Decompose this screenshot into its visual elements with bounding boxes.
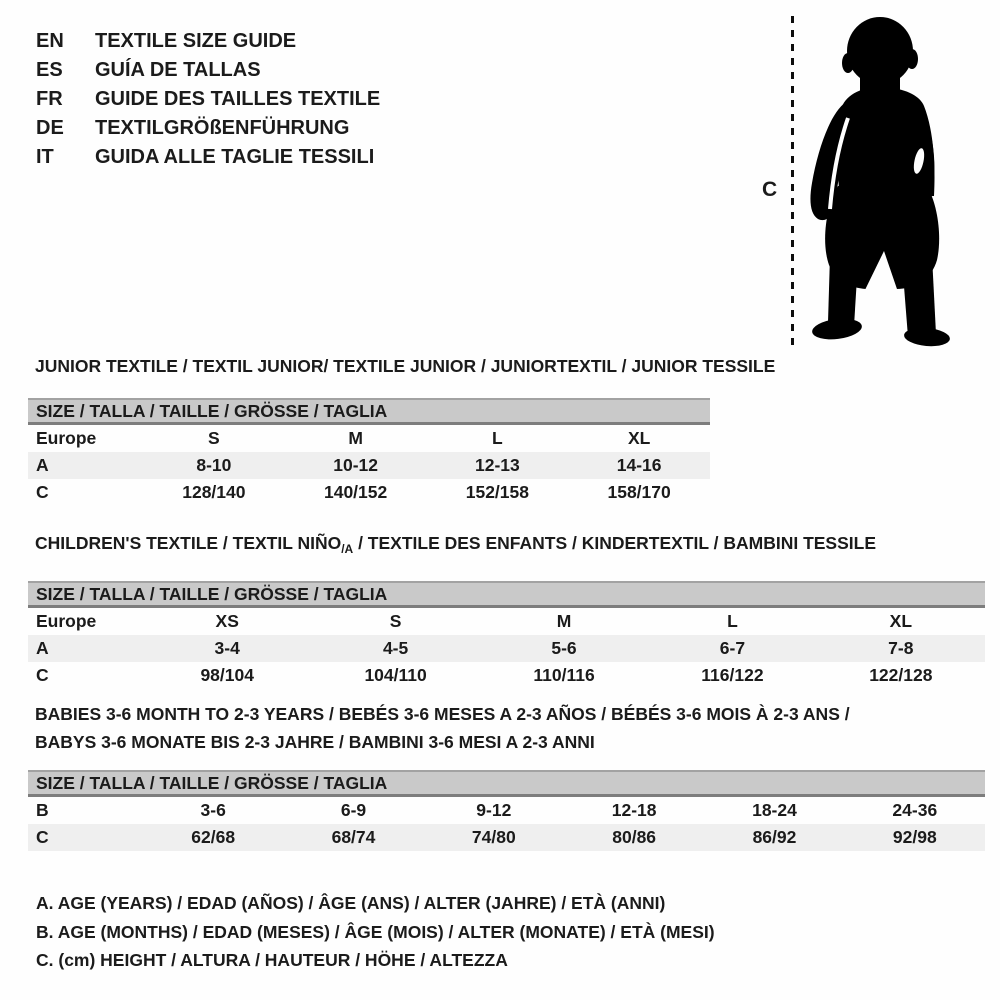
height-measure-label: C: [762, 178, 778, 201]
cell-value: 24-36: [892, 800, 938, 820]
height-dotted-line: [791, 16, 794, 346]
language-code: EN: [36, 30, 64, 52]
row-label: C: [36, 482, 49, 502]
section-title-line1: BABIES 3-6 MONTH TO 2-3 YEARS / BEBÉS 3-6 MESES A 2-3 AÑOS / BÉBÉS 3-6 MOIS À 2-3 ANS /: [35, 704, 850, 724]
legend: [36, 889, 715, 975]
row-label: Europe: [36, 611, 97, 631]
language-title: GUÍA DE TALLAS: [95, 59, 261, 81]
language-row-en: [36, 27, 380, 56]
size-header-bar: SIZE / TALLA / TAILLE / GRÖSSE / TAGLIA: [28, 770, 985, 797]
language-list: [36, 27, 380, 172]
cell-value: XS: [215, 611, 239, 631]
cell-value: 4-5: [382, 638, 409, 658]
cell-value: S: [389, 611, 402, 631]
section-title-line2: BABYS 3-6 MONATE BIS 2-3 JAHRE / BAMBINI 3-6 MESI A 2-3 ANNI: [35, 732, 595, 752]
cell-value: 7-8: [888, 638, 914, 658]
table-row: [28, 479, 710, 506]
language-title: GUIDE DES TAILLES TEXTILE: [95, 88, 381, 110]
table-row: [28, 662, 985, 689]
cell-value: 12-13: [474, 455, 520, 475]
cell-value: 152/158: [465, 482, 529, 502]
size-header-bar: SIZE / TALLA / TAILLE / GRÖSSE / TAGLIA: [28, 581, 985, 608]
cell-value: 110/116: [533, 665, 595, 685]
language-title: TEXTILGRÖßENFÜHRUNG: [95, 117, 350, 139]
row-label: Europe: [36, 428, 97, 448]
table-row: [28, 608, 985, 635]
cell-value: 98/104: [200, 665, 254, 685]
title-text: CHILDREN'S TEXTILE / TEXTIL NIÑO: [35, 533, 342, 553]
cell-value: 80/86: [612, 827, 657, 847]
table-row: [28, 452, 710, 479]
section-title: [28, 533, 985, 559]
cell-value: 104/110: [364, 665, 427, 685]
cell-value: S: [208, 428, 220, 448]
cell-value: XL: [627, 428, 651, 448]
row-label: A: [36, 638, 49, 658]
language-row-it: [36, 143, 380, 172]
legend-line-b: B. AGE (MONTHS) / EDAD (MESES) / ÂGE (MOIS) / ALTER (MONATE) / ETÀ (MESI): [36, 921, 715, 942]
language-code: DE: [36, 117, 64, 139]
legend-line-c: C. (cm) HEIGHT / ALTURA / HAUTEUR / HÖHE / ALTEZZA: [36, 950, 508, 970]
cell-value: 8-10: [196, 455, 232, 475]
children-textile-section: [28, 533, 985, 689]
cell-value: 3-6: [200, 800, 226, 820]
legend-line-a: A. AGE (YEARS) / EDAD (AÑOS) / ÂGE (ANS) / ALTER (JAHRE) / ETÀ (ANNI): [36, 893, 666, 913]
language-title: GUIDA ALLE TAGLIE TESSILI: [95, 146, 375, 168]
table-row: [28, 425, 710, 452]
cell-value: 3-4: [214, 638, 240, 658]
babies-textile-section: [28, 700, 985, 851]
junior-textile-section: [28, 356, 776, 506]
cell-value: 140/152: [323, 482, 388, 502]
cell-value: 18-24: [752, 800, 797, 820]
row-label: C: [36, 827, 49, 847]
row-label: A: [36, 455, 49, 475]
language-code: ES: [36, 59, 63, 81]
cell-value: 86/92: [752, 827, 797, 847]
language-code: FR: [36, 88, 63, 110]
cell-value: 68/74: [331, 827, 376, 847]
table-row: [28, 824, 985, 851]
language-row-es: [36, 56, 380, 85]
language-row-de: [36, 114, 380, 143]
cell-value: 12-18: [611, 800, 657, 820]
toddler-silhouette-icon: [800, 8, 960, 348]
cell-value: 122/128: [869, 665, 933, 685]
cell-value: 6-9: [340, 800, 367, 820]
table-rows: [28, 425, 710, 506]
cell-value: 128/140: [182, 482, 246, 502]
cell-value: L: [492, 428, 503, 448]
language-code: IT: [36, 146, 54, 168]
cell-value: 6-7: [719, 638, 746, 658]
language-row-fr: [36, 85, 380, 114]
size-header-bar: SIZE / TALLA / TAILLE / GRÖSSE / TAGLIA: [28, 398, 710, 425]
cell-value: L: [727, 611, 738, 631]
cell-value: 158/170: [607, 482, 671, 502]
row-label: B: [36, 800, 49, 820]
section-title: JUNIOR TEXTILE / TEXTIL JUNIOR/ TEXTILE JUNIOR / JUNIORTEXTIL / JUNIOR TESSILE: [35, 356, 776, 376]
cell-value: 62/68: [191, 827, 236, 847]
cell-value: 116/122: [701, 665, 764, 685]
table-rows: [28, 797, 985, 851]
table-rows: [28, 608, 985, 689]
cell-value: M: [348, 428, 363, 448]
cell-value: 74/80: [471, 827, 516, 847]
cell-value: 9-12: [476, 800, 512, 820]
cell-value: 92/98: [892, 827, 937, 847]
table-row: [28, 797, 985, 824]
language-title: TEXTILE SIZE GUIDE: [95, 30, 297, 52]
cell-value: XL: [889, 611, 913, 631]
title-text: / TEXTILE DES ENFANTS / KINDERTEXTIL / BAMBINI TESSILE: [353, 533, 876, 553]
row-label: C: [36, 665, 49, 685]
cell-value: 10-12: [333, 455, 378, 475]
cell-value: 14-16: [616, 455, 662, 475]
title-subscript: /A: [341, 542, 354, 556]
table-row: [28, 635, 985, 662]
cell-value: 5-6: [551, 638, 577, 658]
cell-value: M: [556, 611, 572, 631]
